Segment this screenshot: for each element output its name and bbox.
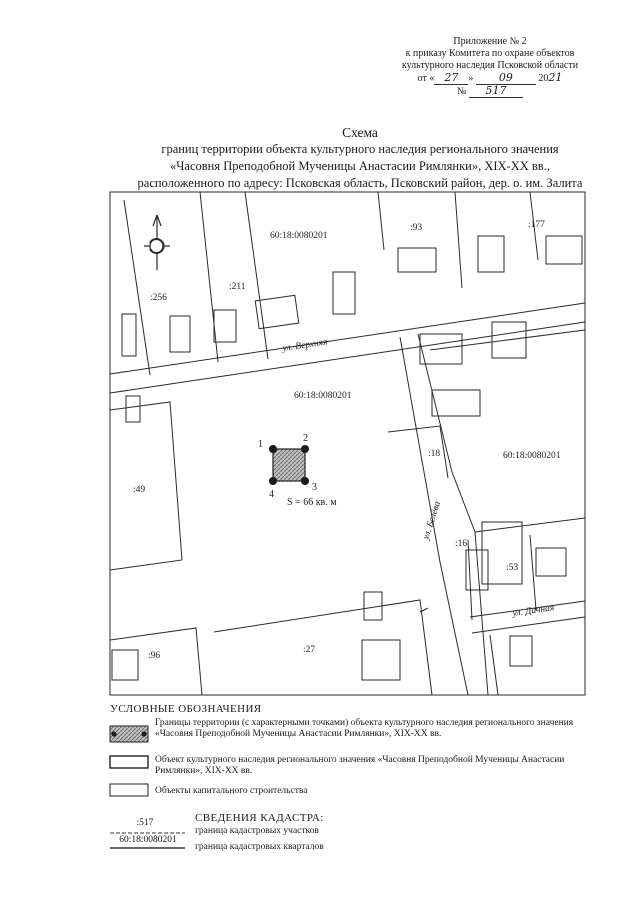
parcel-label-96: :96 bbox=[148, 651, 161, 661]
parcel-label-177: :177 bbox=[528, 220, 545, 230]
quarter-label-center: 60:18:0080201 bbox=[294, 391, 352, 401]
building bbox=[432, 390, 480, 416]
title-line-1: границ территории объекта культурного наследия регионального значения bbox=[161, 142, 559, 156]
building bbox=[398, 248, 436, 272]
building bbox=[214, 310, 236, 342]
legend-symbol-buildings bbox=[110, 784, 148, 796]
parcel-label-18: :18 bbox=[428, 449, 441, 459]
parcel-boundary bbox=[530, 535, 536, 610]
point-label-4: 4 bbox=[269, 489, 274, 500]
road-dachnaya-south-edge bbox=[472, 617, 585, 633]
chapel-boundary bbox=[269, 445, 309, 485]
building bbox=[112, 650, 138, 680]
legend-symbol-territory bbox=[110, 726, 148, 742]
point-4-marker bbox=[269, 477, 277, 485]
building bbox=[546, 236, 582, 264]
annex-line-3: культурного наследия Псковской области bbox=[401, 60, 579, 71]
annex-date: от « 27 » 09 2021 bbox=[417, 71, 563, 84]
parcel-boundary bbox=[378, 192, 384, 250]
point-label-1: 1 bbox=[258, 439, 263, 450]
parcel-label-49: :49 bbox=[133, 485, 146, 495]
annex-line-1: Приложение № 2 bbox=[453, 36, 527, 47]
title-head: Схема bbox=[342, 125, 378, 140]
parcel-boundary bbox=[430, 330, 585, 350]
cadastre-title: СВЕДЕНИЯ КАДАСТРА: bbox=[195, 812, 324, 824]
annex-date-day: 27 bbox=[434, 72, 468, 85]
street-label-beleva: ул. Белёва bbox=[421, 500, 444, 541]
parcel-label-27: :27 bbox=[303, 645, 316, 655]
title-line-3: расположенного по адресу: Псковская область, Псковский район, дер. о. им. Залита bbox=[137, 176, 583, 190]
north-arrow-icon bbox=[144, 215, 170, 270]
point-label-3: 3 bbox=[312, 482, 317, 493]
legend-item-object: Объект культурного наследия регионального значения «Часовня Преподобной Мученицы Анастасии Римлянки», XIX-XX вв. bbox=[155, 755, 565, 776]
parcel-label-93: :93 bbox=[410, 223, 423, 233]
parcel-boundary bbox=[468, 540, 472, 620]
parcel-boundary bbox=[200, 192, 218, 362]
parcel-boundary bbox=[490, 635, 498, 695]
parcel-96-boundary bbox=[110, 628, 202, 695]
cadastre-parcel-code: :517 bbox=[136, 818, 154, 828]
building bbox=[510, 636, 532, 666]
annex-date-year-prefix: 20 bbox=[538, 73, 549, 84]
parcel-boundary bbox=[455, 192, 462, 288]
building bbox=[122, 314, 136, 356]
cadastre-quarter-code: 60:18:0080201 bbox=[119, 835, 177, 845]
building bbox=[536, 548, 566, 576]
building bbox=[333, 272, 355, 314]
parcel-boundary bbox=[245, 192, 268, 359]
point-label-2: 2 bbox=[303, 433, 308, 444]
building bbox=[478, 236, 504, 272]
legend-title: УСЛОВНЫЕ ОБОЗНАЧЕНИЯ bbox=[110, 703, 262, 715]
annex-date-month: 09 bbox=[476, 72, 536, 85]
building bbox=[362, 640, 400, 680]
parcel-27-boundary bbox=[214, 600, 432, 695]
building bbox=[170, 316, 190, 352]
parcel-boundary bbox=[475, 518, 585, 532]
point-2-marker bbox=[301, 445, 309, 453]
quarter-label-top: 60:18:0080201 bbox=[270, 231, 328, 241]
annex-date-year-suffix: 21 bbox=[548, 71, 563, 84]
title-line-2: «Часовня Преподобной Мученицы Анастасии Римлянки», XIX-XX вв., bbox=[170, 159, 550, 173]
parcel-boundary bbox=[124, 200, 150, 375]
parcel-49-boundary bbox=[110, 402, 182, 570]
point-3-marker bbox=[301, 477, 309, 485]
street-label-dachnaya: ул. Дачная bbox=[512, 603, 555, 619]
street-label-verkhnyaya: ул. Верхняя bbox=[281, 337, 329, 354]
legend-item-territory: Границы территории (с характерными точками) объекта культурного наследия регионального значения «Часовня Преподобной Мученицы Анастасии Римлянки», XIX-XX вв. bbox=[155, 718, 574, 739]
annex-number-value: 517 bbox=[469, 85, 523, 98]
building bbox=[126, 396, 140, 422]
legend-item-buildings: Объекты капитального строительства bbox=[155, 786, 308, 796]
parcel-label-16: :16 bbox=[455, 539, 468, 549]
cadastre-quarter-label: граница кадастровых кварталов bbox=[195, 842, 324, 852]
cadastre-parcel-label: граница кадастровых участков bbox=[195, 826, 319, 836]
legend-symbol-object bbox=[110, 756, 148, 768]
parcel-label-53: :53 bbox=[506, 563, 519, 573]
map-frame bbox=[110, 192, 585, 695]
point-1-marker bbox=[269, 445, 277, 453]
annex-number-prefix: № bbox=[456, 86, 467, 97]
quarter-label-right: 60:18:0080201 bbox=[503, 451, 561, 461]
annex-line-2: к приказу Комитета по охране объектов bbox=[405, 48, 575, 59]
parcel-label-256: :256 bbox=[150, 293, 167, 303]
parcel-label-211: :211 bbox=[229, 282, 246, 292]
area-label: S = 66 кв. м bbox=[287, 497, 337, 508]
annex-date-prefix: от bbox=[417, 73, 427, 84]
